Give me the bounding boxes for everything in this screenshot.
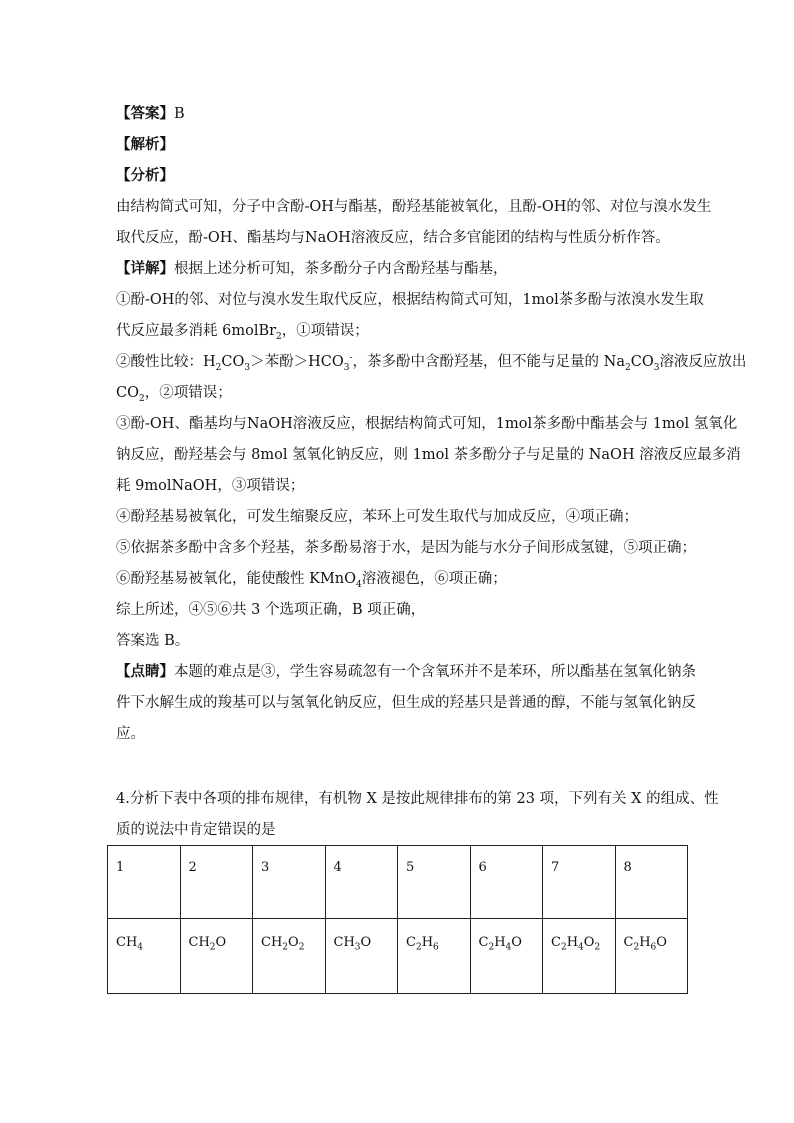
answer-label: 【答案】 (116, 105, 174, 122)
table-cell-index: 1 (108, 846, 181, 919)
item-2-s4: 2 (624, 362, 631, 373)
item-2-line-1 (116, 352, 746, 372)
question-4-line-1: 4.分析下表中各项的排布规律，有机物 X 是按此规律排布的第 23 项，下列有关 X 的组成、性 (116, 791, 719, 807)
table-cell-formula: $C_2H_4O_2$ (543, 919, 616, 994)
table-cell-formula: $CH_2O_2$ (253, 919, 326, 994)
dianjing-label: 【点睛】 (116, 663, 174, 680)
item-2-l2b: ，②项错误； (144, 385, 232, 401)
item-3-line-3: 耗 9molNaOH，③项错误； (116, 478, 305, 494)
question-4-line-2: 质的说法中肯定错误的是 (116, 822, 276, 838)
item-2-l2a: CO (116, 385, 139, 401)
item-3-line-2: 钠反应，酚羟基会与 8mol 氢氧化钠反应，则 1mol 茶多酚分子与足量的 NaOH 溶液反应最多消 (116, 447, 741, 463)
table-cell-index: 6 (470, 846, 543, 919)
item-6-sub: 4 (356, 579, 362, 590)
table-cell-index: 4 (325, 846, 398, 919)
table-cell-formula: $C_2H_4O$ (470, 919, 543, 994)
item-2-t5: CO (630, 354, 654, 370)
answer-value: B (174, 106, 185, 122)
item-6-a: ⑥酚羟基易被氧化，能使酸性 KMnO (116, 571, 357, 587)
table-row-index (108, 846, 688, 919)
item-6-line (116, 569, 507, 589)
item-5-line: ⑤依据茶多酚中含多个羟基，茶多酚易溶于水，是因为能与水分子间形成氢键，⑤项正确； (116, 540, 696, 556)
item-2-l2sub: 2 (138, 393, 145, 404)
item-1-line-2 (116, 321, 369, 341)
item-2-line-2 (116, 383, 232, 403)
dianjing-line-1 (116, 662, 696, 682)
item-2-s2: 3 (244, 362, 251, 373)
item-2-t4: ，茶多酚中含酚羟基，但不能与足量的 Na (352, 354, 625, 370)
detail-label: 【详解】 (116, 260, 174, 277)
table-cell-formula: $CH_4$ (108, 919, 181, 994)
item-2-t3: ＞苯酚＞HCO (250, 354, 344, 370)
item-2-t2: CO (221, 354, 245, 370)
table-cell-index: 2 (180, 846, 253, 919)
table-cell-index: 5 (398, 846, 471, 919)
item-2-t1: ②酸性比较：H (116, 354, 216, 370)
item-1-line-1: ①酚-OH的邻、对位与溴水发生取代反应，根据结构简式可知，1mol茶多酚与浓溴水发生取 (116, 292, 704, 308)
table-cell-index: 7 (543, 846, 616, 919)
item-2-s3: 3 (343, 362, 350, 373)
table-cell-formula: $CH_3O$ (325, 919, 398, 994)
table-row-formula (108, 919, 688, 994)
table-cell-formula: $C_2H_6$ (398, 919, 471, 994)
dianjing-line-2: 件下水解生成的羧基可以与氢氧化钠反应，但生成的羟基只是普通的醇，不能与氢氧化钠反 (116, 695, 696, 711)
dianjing-line-3: 应。 (116, 726, 145, 742)
table-cell-index: 8 (615, 846, 688, 919)
table-cell-formula: $C_2H_6O$ (615, 919, 688, 994)
fenxi-line-1: 由结构简式可知，分子中含酚-OH与酯基，酚羟基能被氧化，且酚-OH的邻、对位与溴水发生 (116, 199, 712, 215)
item-4-line: ④酚羟基易被氧化，可发生缩聚反应，苯环上可发生取代与加成反应，④项正确； (116, 509, 638, 525)
item-2-s1: 2 (215, 362, 222, 373)
item-6-b: 溶液褪色，⑥项正确； (361, 571, 507, 587)
item-2-t6: 溶液反应放出 (659, 354, 747, 370)
answer-line (116, 104, 185, 124)
summary-line: 综上所述，④⑤⑥共 3 个选项正确，B 项正确， (116, 602, 426, 618)
item-2-sup: - (349, 353, 353, 364)
item-1-text-a: 代反应最多消耗 6molBr (116, 323, 277, 339)
item-3-line-1: ③酚-OH、酯基均与NaOH溶液反应，根据结构简式可知，1mol茶多酚中酯基会与 1mol 氢氧化 (116, 416, 738, 432)
item-1-sub: 2 (276, 331, 282, 342)
dianjing-text-1: 本题的难点是③，学生容易疏忽有一个含氧环并不是苯环，所以酯基在氢氧化钠条 (174, 664, 696, 680)
sequence-table (107, 845, 688, 994)
item-2-s5: 3 (653, 362, 660, 373)
analysis-header: 【解析】 (116, 136, 174, 153)
fenxi-header: 【分析】 (116, 167, 174, 184)
final-answer-line: 答案选 B。 (116, 633, 190, 649)
fenxi-line-2: 取代反应，酚-OH、酯基均与NaOH溶液反应，结合多官能团的结构与性质分析作答。 (116, 230, 670, 246)
item-1-text-b: ，①项错误； (281, 323, 369, 339)
table-cell-index: 3 (253, 846, 326, 919)
detail-line (116, 259, 508, 279)
detail-text: 根据上述分析可知，茶多酚分子内含酚羟基与酯基， (174, 261, 508, 277)
table-cell-formula: $CH_2O$ (180, 919, 253, 994)
